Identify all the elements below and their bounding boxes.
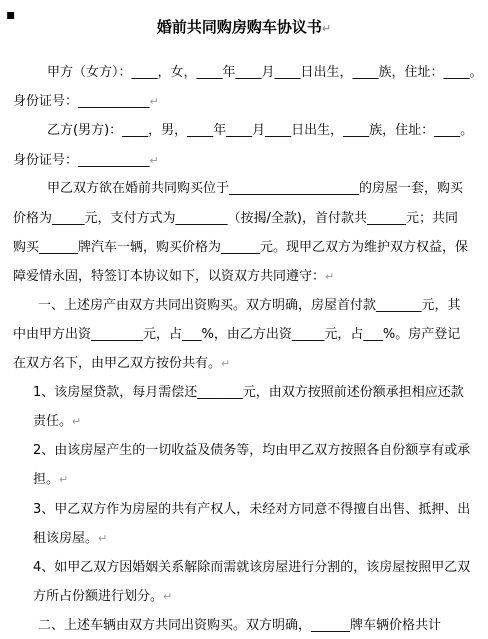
document-title: 婚前共同购房购车协议书↵ xyxy=(156,18,332,36)
corner-mark: ▪ xyxy=(6,7,16,23)
intro-line-4: 障爱情永固，特签订本协议如下，以资双方共同遵守：↵ xyxy=(13,269,335,284)
party-a-info-line: 甲方（女方）：____，女，____年____月____日出生，____族，住址：____。 xyxy=(47,65,483,80)
paragraph-mark: ↵ xyxy=(59,473,69,486)
paragraph-mark: ↵ xyxy=(163,590,173,603)
party-b-info-line: 乙方(男方)：____，男，____年____月____日出生，____族，住址：____。 xyxy=(47,123,474,138)
clause-2-line-1: 二、上述车辆由双方共同出资购买。双方明确，______牌车辆价格共计 xyxy=(38,618,442,633)
paragraph-mark: ↵ xyxy=(321,22,332,35)
clause-1-line-1: 一、上述房产由双方共同出资购买。双方明确，房屋首付款_______元，其 xyxy=(38,298,461,313)
paragraph-mark: ↵ xyxy=(98,532,108,545)
item-3-line-1: 3、甲乙双方作为房屋的共有产权人，未经对方同意不得擅自出售、抵押、出 xyxy=(33,502,471,517)
intro-line-3: 购买______牌汽车一辆，购买价格为______元。现甲乙双方为维护双方权益，保 xyxy=(13,240,469,255)
item-3-line-2: 租该房屋。↵ xyxy=(33,531,108,546)
item-2-line-1: 2、由该房屋产生的一切收益及债务等，均由甲乙双方按照各自份额享有或承 xyxy=(33,443,471,458)
party-a-id-line: 身份证号：___________↵ xyxy=(13,94,159,109)
paragraph-mark: ↵ xyxy=(149,154,159,167)
party-b-id-line: 身份证号：___________↵ xyxy=(13,153,159,168)
item-1-line-2: 责任。↵ xyxy=(33,414,82,429)
clause-1-line-2: 中由甲方出资________元，占___%，由乙方出资_____元，占___%。房产登记 xyxy=(13,327,461,342)
intro-line-1: 甲乙双方欲在婚前共同购买位于____________________的房屋一套，购买 xyxy=(47,181,464,196)
item-4-line-1: 4、如甲乙双方因婚姻关系解除而需就该房屋进行分割的，该房屋按照甲乙双 xyxy=(33,560,471,575)
paragraph-mark: ↵ xyxy=(221,357,231,370)
paragraph-mark: ↵ xyxy=(325,270,335,283)
item-2-line-2: 担。↵ xyxy=(33,472,69,487)
item-1-line-1: 1、该房屋贷款，每月需偿还_______元，由双方按照前述份额承担相应还款 xyxy=(33,385,464,400)
intro-line-2: 价格为_____元，支付方式为________（按揭/全款)，首付款共______元；共同 xyxy=(13,211,458,226)
paragraph-mark: ↵ xyxy=(72,415,82,428)
paragraph-mark: ↵ xyxy=(149,95,159,108)
item-4-line-2: 方所占份额进行划分。↵ xyxy=(33,589,173,604)
clause-1-line-3: 在双方名下，由甲乙双方按份共有。↵ xyxy=(13,356,231,371)
